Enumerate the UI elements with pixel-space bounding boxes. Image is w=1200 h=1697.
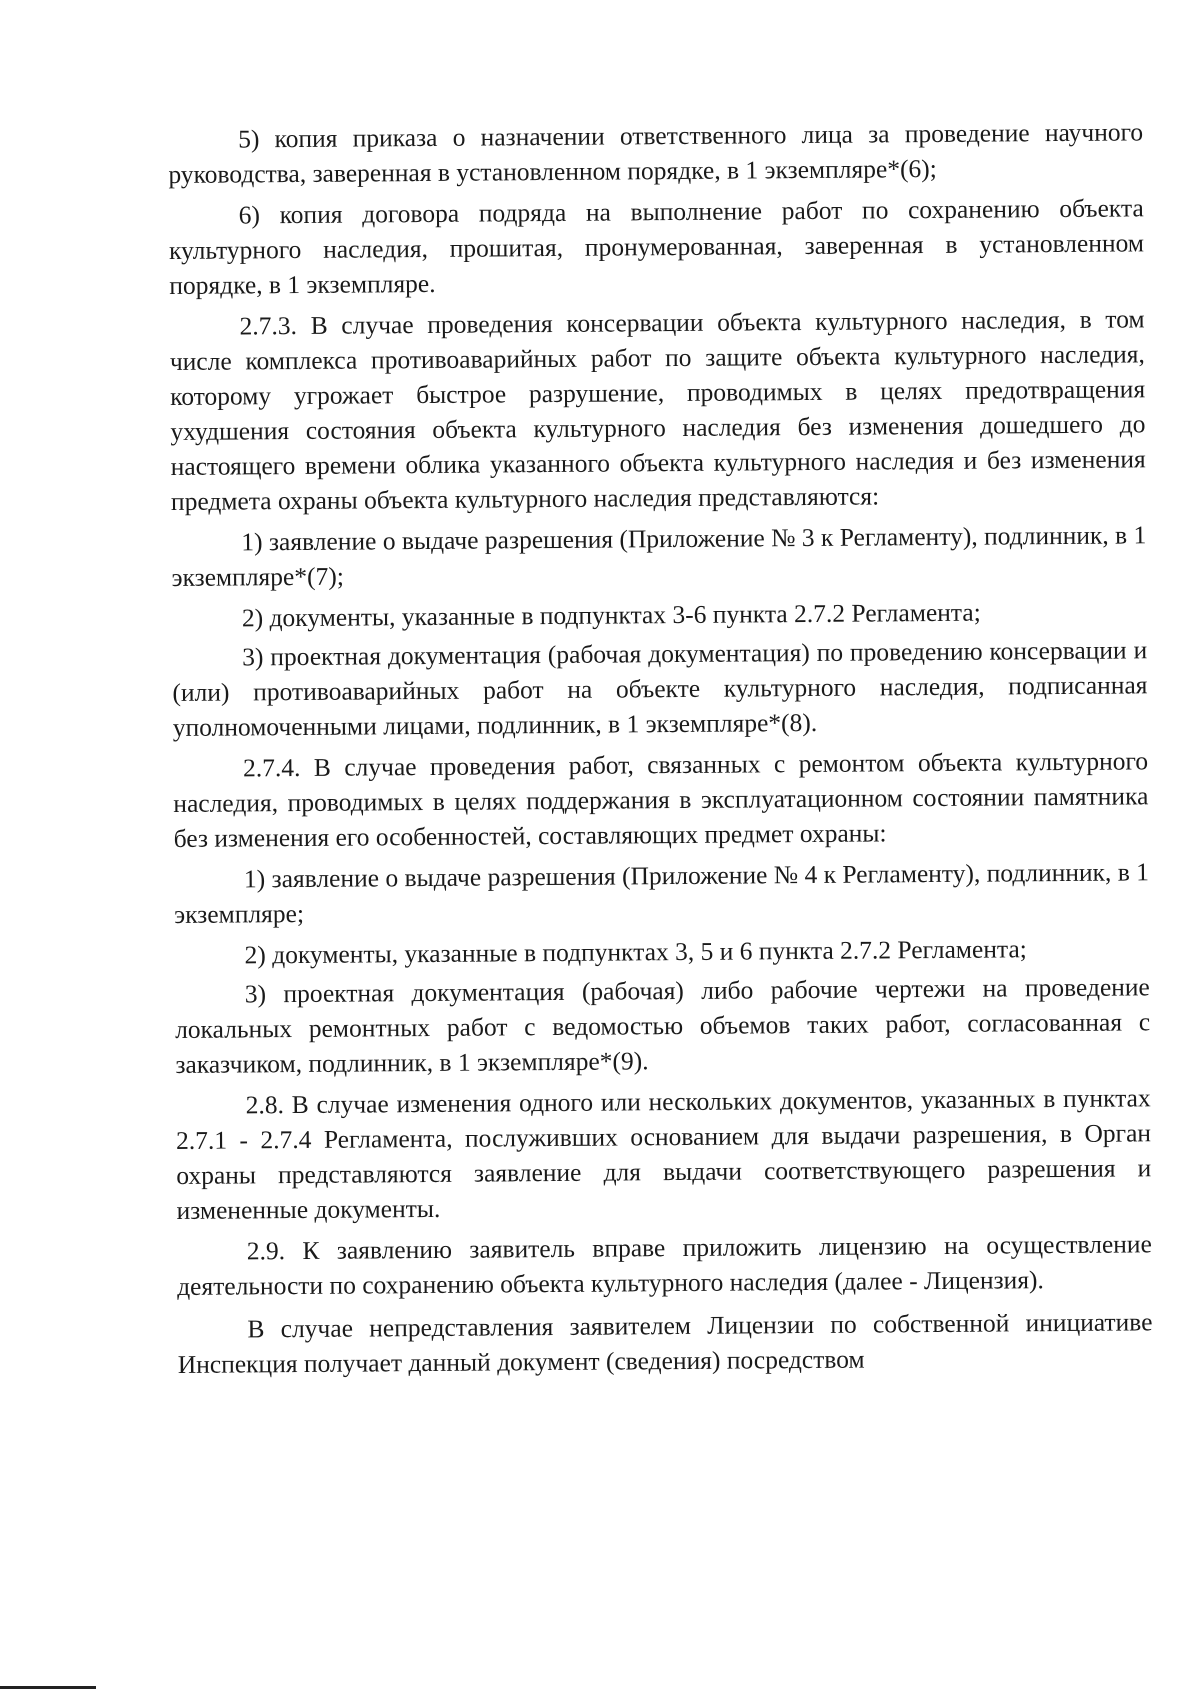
document-body [168, 114, 1153, 1388]
paragraph-2-7-3: 2.7.3. В случае проведения консервации объекта культурного наследия, в том числе комплекса противоаварийных работ по защите объекта культурного наследия, которому угрожает быстрое разрушение, проводимых в целях предотвращения ухудшения состояния объекта культурного наследия без изменения дошедшего до настоящего времени облика указанного объекта культурного наследия и без изменения предмета охраны объекта культурного наследия представляются: [169, 304, 1146, 516]
paragraph-2-7-4-item-3: 3) проектная документация (рабочая) либо рабочие чертежи на проведение локальных ремонтных работ с ведомостью объемов таких работ, согласованная с заказчиком, подлинник, в 1 экземпляре*(9). [175, 972, 1151, 1079]
paragraph-2-7-3-item-3: 3) проектная документация (рабочая документация) по проведению консервации и (или) противоаварийных работ на объекте культурного наследия, подписанная уполномоченными лицами, подлинник, в 1 экземпляре*(8). [172, 635, 1148, 742]
paragraph-2-9: 2.9. К заявлению заявитель вправе приложить лицензию на осуществление деятельности по сохранению объекта культурного наследия (далее - Лицензия). [177, 1229, 1152, 1301]
paragraph-2-8: 2.8. В случае изменения одного или нескольких документов, указанных в пунктах 2.7.1 - 2.7.4 Регламента, послуживших основанием для выдачи разрешения, в Орган охраны представляются заявление для выдачи соответствующего разрешения и измененные документы. [175, 1083, 1152, 1225]
paragraph-2-7-3-item-1: 1) заявление о выдаче разрешения (Приложение № 3 к Регламенту), подлинник, в 1 экземпляре*(7); [171, 520, 1147, 592]
paragraph-2-7-4-item-1: 1) заявление о выдаче разрешения (Приложение № 4 к Регламенту), подлинник, в 1 экземпляре; [174, 857, 1150, 929]
paragraph-item-5: 5) копия приказа о назначении ответственного лица за проведение научного руководства, заверенная в установленном порядке, в 1 экземпляре*(6); [168, 117, 1144, 189]
paragraph-2-7-4-item-2: 2) документы, указанные в подпунктах 3, 5 и 6 пункта 2.7.2 Регламента; [244, 934, 1027, 970]
paragraph-2-7-3-item-2: 2) документы, указанные в подпунктах 3-6 пункта 2.7.2 Регламента; [241, 597, 981, 633]
paragraph-2-7-4: 2.7.4. В случае проведения работ, связанных с ремонтом объекта культурного наследия, проводимых в целях поддержания в эксплуатационном состоянии памятника без изменения его особенностей, составляющих предмет охраны: [173, 746, 1149, 853]
paragraph-item-6: 6) копия договора подряда на выполнение работ по сохранению объекта культурного наследия, прошитая, пронумерованная, заверенная в установленном порядке, в 1 экземпляре. [168, 193, 1145, 300]
scan-edge-mark [0, 1686, 96, 1689]
paragraph-license-absence: В случае непредставления заявителем Лицензии по собственной инициативе Инспекция получает данный документ (сведения) посредством [177, 1307, 1153, 1379]
